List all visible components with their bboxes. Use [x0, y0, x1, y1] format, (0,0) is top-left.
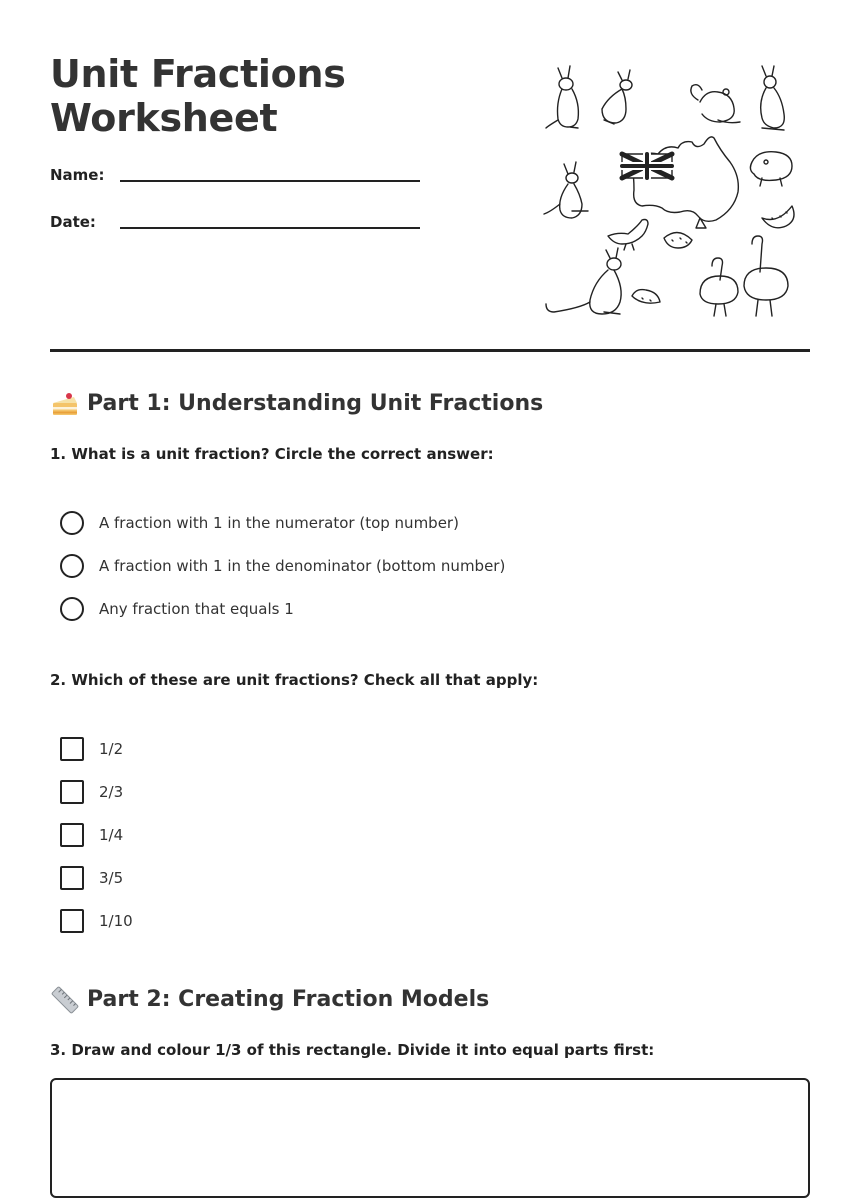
worksheet-title: [50, 52, 346, 140]
checkbox[interactable]: [60, 866, 84, 890]
question-1: 1. What is a unit fraction? Circle the correct answer:: [50, 445, 494, 463]
name-field[interactable]: [50, 166, 420, 196]
checkbox[interactable]: [60, 823, 84, 847]
possum-icon: [691, 85, 740, 123]
option-label: Any fraction that equals 1: [99, 600, 294, 618]
option-label: 3/5: [99, 869, 124, 887]
part2-title: Part 2: Creating Fraction Models: [87, 987, 490, 1012]
option-label: A fraction with 1 in the numerator (top number): [99, 514, 459, 532]
part1-heading: [50, 389, 543, 419]
watermelon-icon: [632, 290, 660, 304]
emu-icon: [700, 258, 738, 316]
kangaroo-icon: [546, 66, 578, 128]
checkbox[interactable]: [60, 737, 84, 761]
flag-icon: [622, 154, 672, 178]
wombat-icon: [750, 152, 792, 186]
option-label: 1/2: [99, 740, 124, 758]
option-label: 1/4: [99, 826, 124, 844]
australian-animals-map-illustration: [540, 58, 800, 320]
date-line[interactable]: [120, 227, 420, 229]
q2-option-4[interactable]: [60, 866, 123, 890]
q1-option-3[interactable]: [60, 597, 294, 621]
radio-circle[interactable]: [60, 597, 84, 621]
title-line-2: Worksheet: [50, 96, 278, 140]
question-2: 2. Which of these are unit fractions? Check all that apply:: [50, 671, 539, 689]
q2-option-5[interactable]: [60, 909, 133, 933]
q2-option-2[interactable]: [60, 780, 123, 804]
kangaroo-icon: [602, 70, 632, 124]
date-label: Date:: [50, 213, 96, 231]
radio-circle[interactable]: [60, 554, 84, 578]
kangaroo-icon: [544, 162, 588, 218]
header-divider: [50, 349, 810, 352]
watermelon-icon: [762, 206, 794, 228]
question-3: 3. Draw and colour 1/3 of this rectangle. Divide it into equal parts first:: [50, 1041, 655, 1059]
ruler-icon: [50, 985, 80, 1015]
checkbox[interactable]: [60, 780, 84, 804]
title-line-1: Unit Fractions: [50, 52, 346, 96]
q1-option-1[interactable]: [60, 511, 459, 535]
name-label: Name:: [50, 166, 105, 184]
q2-option-3[interactable]: [60, 823, 123, 847]
watermelon-icon: [664, 232, 692, 248]
q2-option-1[interactable]: [60, 737, 123, 761]
option-label: 2/3: [99, 783, 124, 801]
drawing-rectangle[interactable]: [50, 1078, 810, 1198]
kangaroo-icon: [546, 248, 621, 314]
part1-title: Part 1: Understanding Unit Fractions: [87, 391, 544, 416]
date-field[interactable]: [50, 213, 420, 243]
option-label: A fraction with 1 in the denominator (bottom number): [99, 557, 506, 575]
radio-circle[interactable]: [60, 511, 84, 535]
q1-option-2[interactable]: [60, 554, 505, 578]
part2-heading: [50, 985, 489, 1015]
name-line[interactable]: [120, 180, 420, 182]
cake-slice-icon: [50, 389, 80, 419]
option-label: 1/10: [99, 912, 133, 930]
bird-icon: [608, 220, 648, 251]
checkbox[interactable]: [60, 909, 84, 933]
kangaroo-icon: [761, 66, 785, 130]
emu-icon: [744, 236, 788, 316]
